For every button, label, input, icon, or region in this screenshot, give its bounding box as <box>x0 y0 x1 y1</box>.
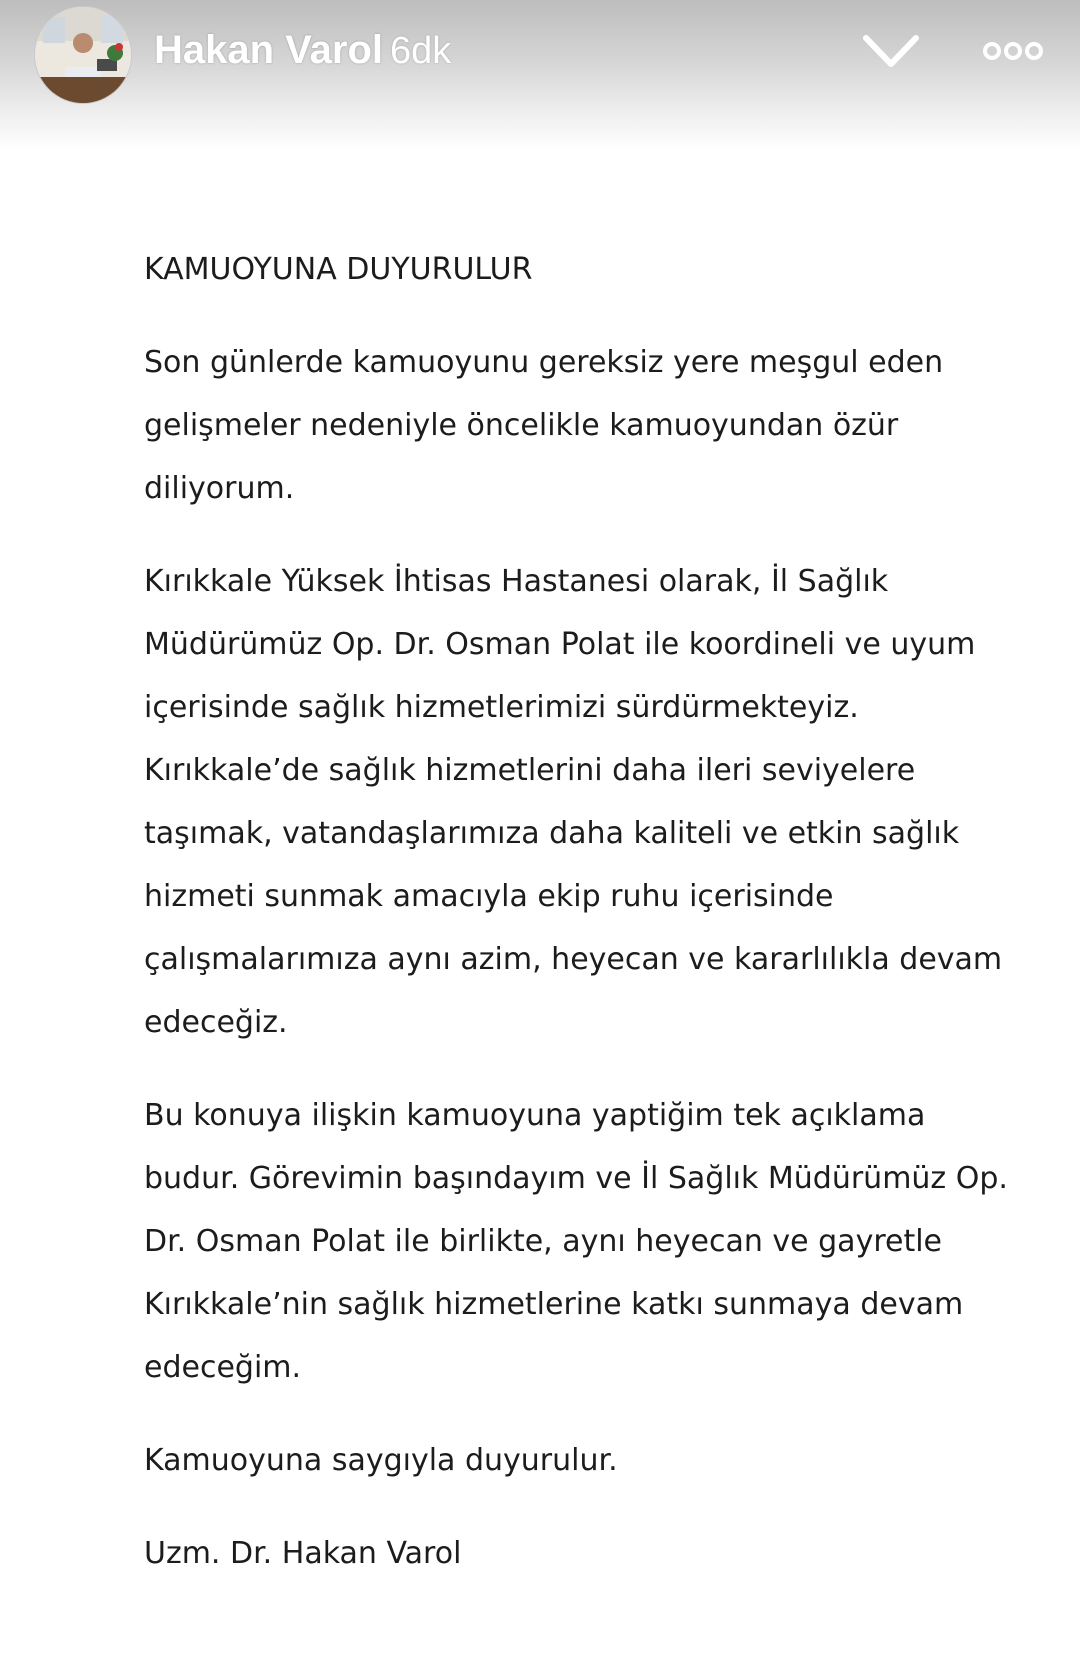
paragraph-line: içerisinde sağlık hizmetlerimizi sürdürmekteyiz. <box>144 690 859 725</box>
paragraph-line: Bu konuya ilişkin kamuoyuna yaptiğim tek açıklama <box>144 1098 926 1133</box>
author-name[interactable]: Hakan Varol <box>154 28 384 72</box>
paragraph-line: Dr. Osman Polat ile birlikte, aynı heyecan ve gayretle <box>144 1224 943 1259</box>
paragraph-3 <box>144 1084 1044 1399</box>
paragraph-line: Son günlerde kamuoyunu gereksiz yere meşgul eden <box>144 345 944 380</box>
paragraph-line: çalışmalarımıza aynı azim, heyecan ve kararlılıkla devam <box>144 942 1003 977</box>
paragraph-line: budur. Görevimin başındayım ve İl Sağlık Müdürümüz Op. <box>144 1161 1008 1196</box>
post-title: KAMUOYUNA DUYURULUR <box>144 252 533 287</box>
story-header <box>0 0 1080 150</box>
paragraph-line: Kırıkkale Yüksek İhtisas Hastanesi olarak, İl Sağlık <box>144 564 889 599</box>
post-time: 6dk <box>390 30 452 72</box>
collapse-button[interactable] <box>860 30 922 76</box>
paragraph-line: edeceğiz. <box>144 1005 288 1040</box>
paragraph-2 <box>144 550 1044 1054</box>
signature: Uzm. Dr. Hakan Varol <box>144 1536 462 1571</box>
paragraph-line: hizmeti sunmak amacıyla ekip ruhu içerisinde <box>144 879 834 914</box>
paragraph-line: gelişmeler nedeniyle öncelikle kamuoyundan özür <box>144 408 899 443</box>
post-body <box>144 238 1044 1585</box>
paragraph-line: Kırıkkale’de sağlık hizmetlerini daha ileri seviyelere <box>144 753 916 788</box>
more-horizontal-icon <box>982 36 1044 66</box>
closing-line: Kamuoyuna saygıyla duyurulur. <box>144 1443 618 1478</box>
paragraph-line: Kırıkkale’nin sağlık hizmetlerine katkı sunmaya devam <box>144 1287 964 1322</box>
profile-photo-icon <box>35 7 131 103</box>
paragraph-line: taşımak, vatandaşlarımıza daha kaliteli ve etkin sağlık <box>144 816 960 851</box>
paragraph-line: Müdürümüz Op. Dr. Osman Polat ile koordineli ve uyum <box>144 627 976 662</box>
paragraph-1 <box>144 331 1044 520</box>
more-options-button[interactable] <box>982 36 1044 66</box>
chevron-down-icon <box>860 30 922 76</box>
paragraph-line: edeceğim. <box>144 1350 302 1385</box>
paragraph-line: diliyorum. <box>144 471 295 506</box>
author-avatar[interactable] <box>34 6 132 104</box>
